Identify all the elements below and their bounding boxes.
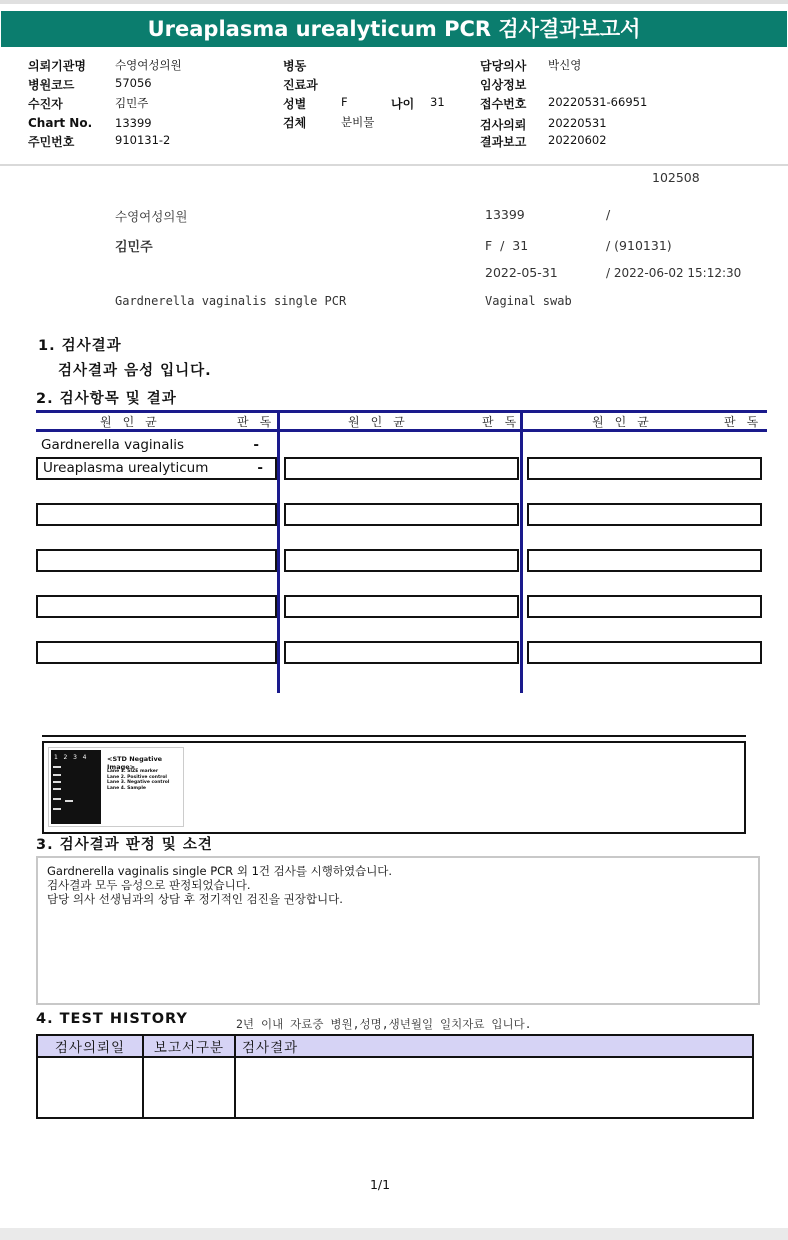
pathogen-result: - <box>253 437 259 453</box>
pathogen-result: - <box>257 460 263 476</box>
history-cell <box>235 1057 753 1118</box>
header-divider <box>0 164 788 166</box>
ref-birth: / (910131) <box>606 238 672 253</box>
comment-box <box>36 856 760 1005</box>
gel-band <box>53 781 61 783</box>
id-label: 주민번호 <box>28 135 75 149</box>
empty-result-box <box>527 503 762 526</box>
empty-result-box <box>527 549 762 572</box>
specimen-label: 검체 <box>283 116 307 130</box>
history-cell <box>143 1057 235 1118</box>
bottom-border <box>0 1228 788 1240</box>
ref-date-report: / 2022-06-02 15:12:30 <box>606 266 742 280</box>
empty-result-box <box>36 595 277 618</box>
empty-result-box <box>284 595 519 618</box>
section2-heading: 2. 검사항목 및 결과 <box>36 391 177 407</box>
gel-lane-4-label: Lane 4. Sample <box>107 785 146 791</box>
patient-label: 수진자 <box>28 97 63 111</box>
page-number: 1/1 <box>369 1177 391 1192</box>
org-label: 의뢰기관명 <box>28 59 86 73</box>
section1-heading: 1. 검사결과 <box>38 338 122 354</box>
history-col-result: 검사결과 <box>235 1035 753 1057</box>
history-note: 2년 이내 자료중 병원,성명,생년월일 일치자료 입니다. <box>236 1017 532 1031</box>
section4-heading: 4. TEST HISTORY <box>36 1011 188 1027</box>
history-col-request-date: 검사의뢰일 <box>37 1035 143 1057</box>
specimen-value: 분비물 <box>341 115 375 129</box>
sex-label: 성별 <box>283 97 307 111</box>
empty-result-box <box>36 549 277 572</box>
gel-band <box>53 788 61 790</box>
receipt-label: 접수번호 <box>480 97 527 111</box>
ref-chart: 13399 <box>485 207 525 222</box>
report-title: Ureaplasma urealyticum PCR 검사결과보고서 <box>1 11 787 47</box>
gel-band <box>53 798 61 800</box>
pathogen-name: Gardnerella vaginalis <box>41 437 185 453</box>
ref-slash: / <box>606 207 611 222</box>
id-value: 910131-2 <box>115 133 171 147</box>
patient-value: 김민주 <box>115 96 149 110</box>
chart-label: Chart No. <box>28 116 93 130</box>
empty-result-box <box>527 457 762 480</box>
grid-divider-2 <box>520 410 523 693</box>
gel-title: <STD Negative Image> <box>107 755 163 771</box>
history-cell <box>37 1057 143 1118</box>
empty-result-box <box>36 503 277 526</box>
comment-line: 담당 의사 선생님과의 상담 후 정기적인 검진을 권장합니다. <box>47 892 343 906</box>
empty-result-box <box>284 503 519 526</box>
ref-test-name: Gardnerella vaginalis single PCR <box>115 294 347 308</box>
request-label: 검사의뢰 <box>480 118 527 132</box>
chart-value: 13399 <box>115 116 152 130</box>
empty-result-box <box>284 549 519 572</box>
request-value: 20220531 <box>548 116 607 130</box>
gel-band <box>53 808 61 810</box>
gel-band <box>53 774 61 776</box>
gel-photo <box>51 750 101 824</box>
empty-result-box <box>36 641 277 664</box>
ref-name: 김민주 <box>115 240 153 255</box>
clinical-label: 임상정보 <box>480 78 527 92</box>
gel-legend <box>107 769 169 791</box>
ref-hospital: 수영여성의원 <box>115 209 188 224</box>
gel-image <box>48 747 184 827</box>
code-label: 병원코드 <box>28 78 75 92</box>
col-result-1: 판독 <box>237 415 283 429</box>
empty-result-box <box>527 595 762 618</box>
gel-lane-3-label: Lane 3. Negative control <box>107 780 170 785</box>
history-table <box>36 1034 754 1119</box>
comment-line: Gardnerella vaginalis single PCR 외 1건 검사를 시행하였습니다. <box>47 864 393 878</box>
result-row <box>41 437 273 457</box>
age-label: 나이 <box>391 97 415 111</box>
ref-sex-age: F / 31 <box>485 238 529 253</box>
doctor-label: 담당의사 <box>480 59 527 73</box>
empty-result-box <box>527 641 762 664</box>
gel-band <box>65 800 73 802</box>
col-pathogen-2: 원인균 <box>348 415 416 429</box>
receipt-value: 20220531-66951 <box>548 95 648 109</box>
pathogen-name: Ureaplasma urealyticum <box>43 460 209 476</box>
ref-date-request: 2022-05-31 <box>485 265 558 280</box>
report-value: 20220602 <box>548 133 607 147</box>
result-summary: 검사결과 음성 입니다. <box>58 363 212 379</box>
comment-line: 검사결과 모두 음성으로 판정되었습니다. <box>47 878 251 892</box>
empty-result-box <box>284 641 519 664</box>
col-result-3: 판독 <box>724 415 770 429</box>
ref-code: 102508 <box>652 170 700 185</box>
age-value: 31 <box>430 95 445 109</box>
history-col-report-type: 보고서구분 <box>143 1035 235 1057</box>
gel-lane-1-label: Lane 1. SIZE marker <box>107 769 159 774</box>
top-border <box>0 0 788 4</box>
result-row <box>36 457 277 480</box>
col-result-2: 판독 <box>482 415 528 429</box>
gel-lane-numbers: 1 2 3 4 <box>54 754 87 761</box>
code-value: 57056 <box>115 76 152 90</box>
section3-heading: 3. 검사결과 판정 및 소견 <box>36 837 213 853</box>
dept-label: 진료과 <box>283 78 318 92</box>
col-pathogen-3: 원인균 <box>592 415 660 429</box>
empty-result-box <box>284 457 519 480</box>
org-value: 수영여성의원 <box>115 58 182 72</box>
gel-divider <box>42 735 746 737</box>
gel-lane-2-label: Lane 2. Positive control <box>107 774 167 780</box>
report-label: 결과보고 <box>480 135 527 149</box>
grid-divider-1 <box>277 410 280 693</box>
doctor-value: 박신영 <box>548 58 582 72</box>
col-pathogen-1: 원인균 <box>100 415 168 429</box>
ref-specimen: Vaginal swab <box>485 294 572 308</box>
gel-band <box>53 766 61 768</box>
ward-label: 병동 <box>283 59 307 73</box>
sex-value: F <box>341 95 348 109</box>
